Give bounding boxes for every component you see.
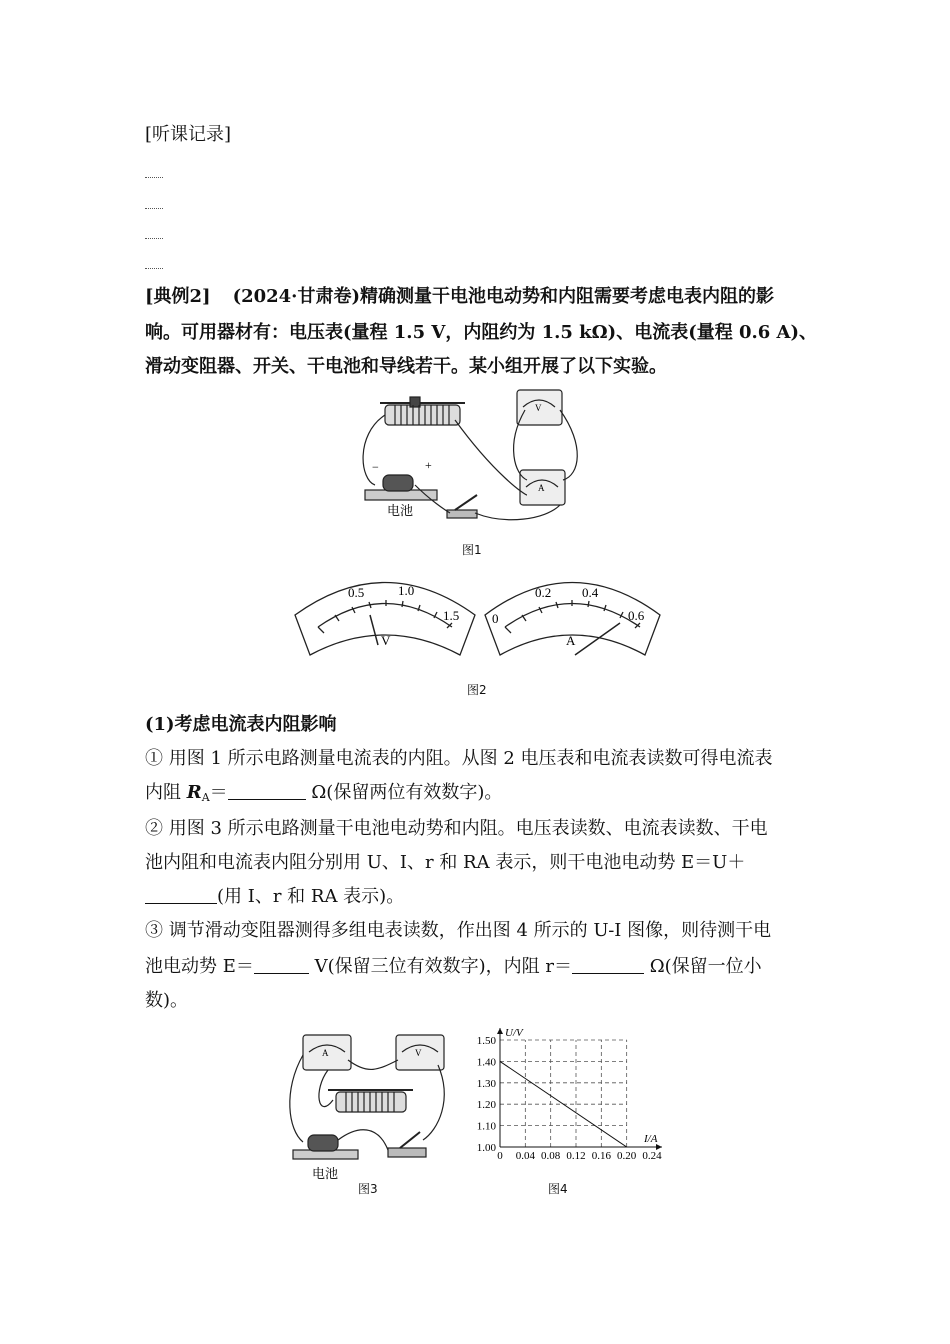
note-line [145,208,163,209]
y-tick-label: 1.10 [476,1120,496,1133]
figure-3-circuit [288,1030,448,1181]
figure-4-chart [462,1022,672,1172]
figure-1-circuit [355,385,595,530]
ammeter-tick-0: 0 [492,611,499,626]
figure-1-caption: 图1 [462,543,482,557]
note-line [145,268,163,269]
example-line-1 [145,282,774,308]
fig3-meter-v: V [415,1048,422,1058]
q1-line-2: 内阻 $R_A= \Omega$(保留两位有效数字)。 [145,782,503,804]
x-tick-label: 0 [497,1150,503,1162]
fig1-battery-label: 电池 [387,503,414,518]
voltmeter-tick-1-5: 1.5 [443,608,460,623]
ammeter-tick-0-2: 0.2 [535,585,552,600]
voltmeter-tick-1-0: 1.0 [398,583,415,598]
x-tick-label: 0.20 [617,1150,637,1162]
q3-line-2: 池电动势 E＝ V(保留三位有效数字)，内阻 r＝ Ω(保留一位小 [145,956,762,977]
y-tick-label: 1.20 [476,1099,496,1112]
ammeter-tick-0-4: 0.4 [582,585,599,600]
example-tag: [典例2] [145,286,211,307]
example-line-3: 滑动变阻器、开关、干电池和导线若干。某小组开展了以下实验。 [145,356,667,377]
example-source: (2024·甘肃卷) [232,286,360,307]
q2-line-2: 池内阻和电流表内阻分别用 U、I、r 和 RA 表示，则干电池电动势 E＝U＋ [145,852,746,873]
part1-title: (1)考虑电流表内阻影响 [145,714,337,735]
fig1-minus: − [372,460,379,474]
x-tick-label: 0.16 [591,1150,611,1162]
answer-blank-r[interactable] [572,959,644,974]
example-text-1: 精确测量干电池电动势和内阻需要考虑电表内阻的影 [359,286,774,307]
figure-2-caption: 图2 [467,683,487,697]
q3-line-3: 数)。 [145,990,189,1011]
answer-blank-emf-expr[interactable] [145,889,217,904]
fig3-meter-a: A [322,1048,329,1058]
x-tick-label: 0.08 [541,1150,561,1162]
ammeter-unit: A [566,633,576,648]
fig1-meter-v: V [535,403,542,413]
x-tick-label: 0.04 [515,1150,535,1162]
answer-blank-emf[interactable] [254,959,309,974]
fig1-plus: + [425,458,432,472]
q2-line-1: ② 用图 3 所示电路测量干电池电动势和内阻。电压表读数、电流表读数、干电 [145,818,768,839]
y-axis-arrow [497,1028,503,1034]
y-axis-label: U/V [505,1027,523,1039]
y-tick-label: 1.40 [476,1056,496,1069]
q3-line-1: ③ 调节滑动变阻器测得多组电表读数，作出图 4 所示的 U-I 图像，则待测干电 [145,920,772,941]
x-axis-label: I/A [644,1133,658,1145]
fig1-meter-a: A [538,483,545,493]
voltmeter-tick-0-5: 0.5 [348,585,365,600]
y-tick-label: 1.00 [476,1142,496,1154]
figure-2-dials [290,575,670,675]
figure-4-caption: 图4 [548,1182,568,1196]
answer-blank-ra[interactable] [228,785,306,800]
example-line-2: 响。可用器材有：电压表(量程 1.5 V，内阻约为 1.5 kΩ)、电流表(量程 0.6 A)、 [145,322,818,343]
voltmeter-unit: V [381,633,391,648]
y-tick-label: 1.50 [476,1035,496,1047]
ammeter-tick-0-6: 0.6 [628,608,645,623]
q2-line-3: (用 I、r 和 RA 表示)。 [145,882,404,908]
figure-3-caption: 图3 [358,1182,378,1196]
record-label: [听课记录] [145,124,232,145]
x-tick-label: 0.12 [566,1150,586,1162]
note-line [145,177,163,178]
q1-line-1: ① 用图 1 所示电路测量电流表的内阻。从图 2 电压表和电流表读数可得电流表 [145,748,773,769]
fig3-battery-label: 电池 [312,1166,339,1181]
y-tick-label: 1.30 [476,1077,496,1090]
note-line [145,238,163,239]
x-tick-label: 0.24 [642,1150,662,1162]
